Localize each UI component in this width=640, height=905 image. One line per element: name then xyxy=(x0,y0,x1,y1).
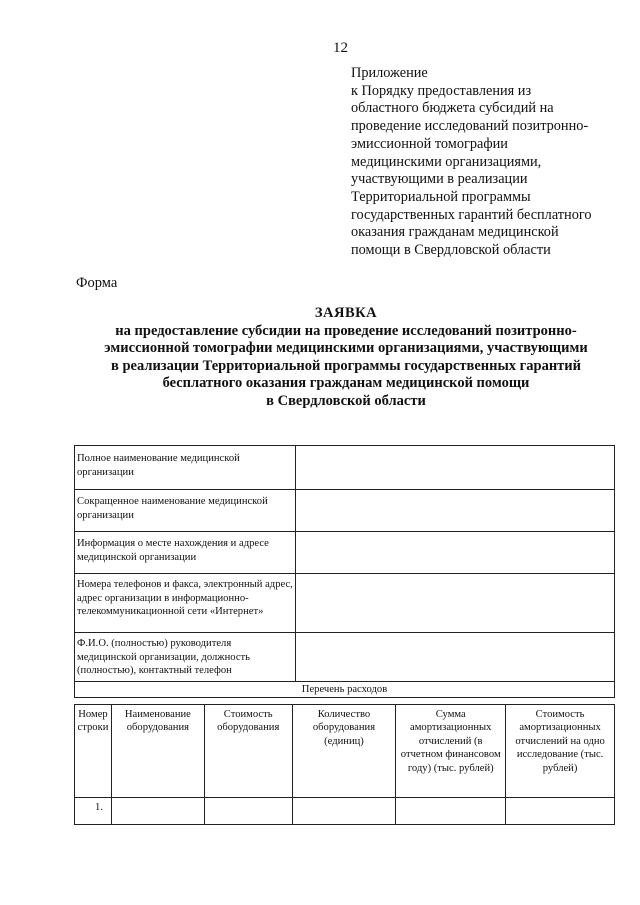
title-line: бесплатного оказания гражданам медицинской помощи xyxy=(162,375,530,392)
column-header-equipment-cost: Стоимость оборудования xyxy=(204,705,292,798)
title-line: эмиссионной томографии медицинскими организациями, участвующими xyxy=(104,340,588,357)
info-label: Ф.И.О. (полностью) руководителя медицинской организации, должность (полностью), контактный телефон xyxy=(75,633,296,682)
info-label: Номера телефонов и факса, электронный адрес, адрес организации в информационно-телекоммуникационной сети «Интернет» xyxy=(75,574,296,633)
expenses-table xyxy=(74,704,615,825)
info-value-field[interactable] xyxy=(296,446,615,490)
title-line: в Свердловской области xyxy=(266,392,426,409)
form-label: Форма xyxy=(76,275,118,291)
title-line: в реализации Территориальной программы государственных гарантий xyxy=(110,357,582,374)
expenses-section-header: Перечень расходов xyxy=(75,682,615,698)
appendix-line: проведение исследований позитронно- xyxy=(351,118,589,135)
info-label: Полное наименование медицинской организации xyxy=(75,446,296,490)
column-header-depreciation-per-study: Стоимость амортизационных отчислений на одно исследование (тыс. рублей) xyxy=(506,705,615,798)
info-value-field[interactable] xyxy=(296,574,615,633)
info-value-field[interactable] xyxy=(296,633,615,682)
equipment-name-cell[interactable] xyxy=(111,798,204,825)
table-row xyxy=(75,574,615,633)
appendix-line: помощи в Свердловской области xyxy=(351,242,551,259)
appendix-line: государственных гарантий бесплатного xyxy=(351,206,592,223)
column-header-row-number: Номер строки xyxy=(75,705,112,798)
page-number: 12 xyxy=(333,40,348,56)
appendix-line: оказания гражданам медицинской xyxy=(351,224,559,241)
appendix-line: Территориальной программы xyxy=(351,188,531,205)
appendix-line: участвующими в реализации xyxy=(351,171,528,188)
title-main: ЗАЯВКА xyxy=(314,305,378,321)
equipment-quantity-cell[interactable] xyxy=(292,798,396,825)
title-line: на предоставление субсидии на проведение исследований позитронно- xyxy=(115,322,577,339)
table-row xyxy=(75,446,615,490)
appendix-line: областного бюджета субсидий на xyxy=(351,100,554,117)
depreciation-sum-cell[interactable] xyxy=(396,798,506,825)
table-header-row xyxy=(75,705,615,798)
appendix-line: Приложение xyxy=(351,65,428,81)
table-row xyxy=(75,532,615,574)
appendix-line: медицинскими организациями, xyxy=(351,153,542,170)
appendix-note xyxy=(351,65,636,260)
row-number-cell: 1. xyxy=(75,798,112,825)
column-header-equipment-quantity: Количество оборудования (единиц) xyxy=(292,705,396,798)
appendix-line: эмиссионной томографии xyxy=(351,135,508,152)
depreciation-per-study-cell[interactable] xyxy=(506,798,615,825)
info-label: Информация о месте нахождения и адресе медицинской организации xyxy=(75,532,296,574)
info-value-field[interactable] xyxy=(296,490,615,532)
table-row xyxy=(75,798,615,825)
appendix-line: к Порядку предоставления из xyxy=(351,82,532,99)
info-label: Сокращенное наименование медицинской организации xyxy=(75,490,296,532)
equipment-cost-cell[interactable] xyxy=(204,798,292,825)
table-row xyxy=(75,490,615,532)
column-header-depreciation-sum: Сумма амортизационных отчислений (в отчетном финансовом году) (тыс. рублей) xyxy=(396,705,506,798)
section-header-row xyxy=(75,682,615,698)
table-row xyxy=(75,633,615,682)
organization-info-table xyxy=(74,445,615,698)
info-value-field[interactable] xyxy=(296,532,615,574)
column-header-equipment-name: Наименование оборудования xyxy=(111,705,204,798)
document-title xyxy=(76,305,616,411)
